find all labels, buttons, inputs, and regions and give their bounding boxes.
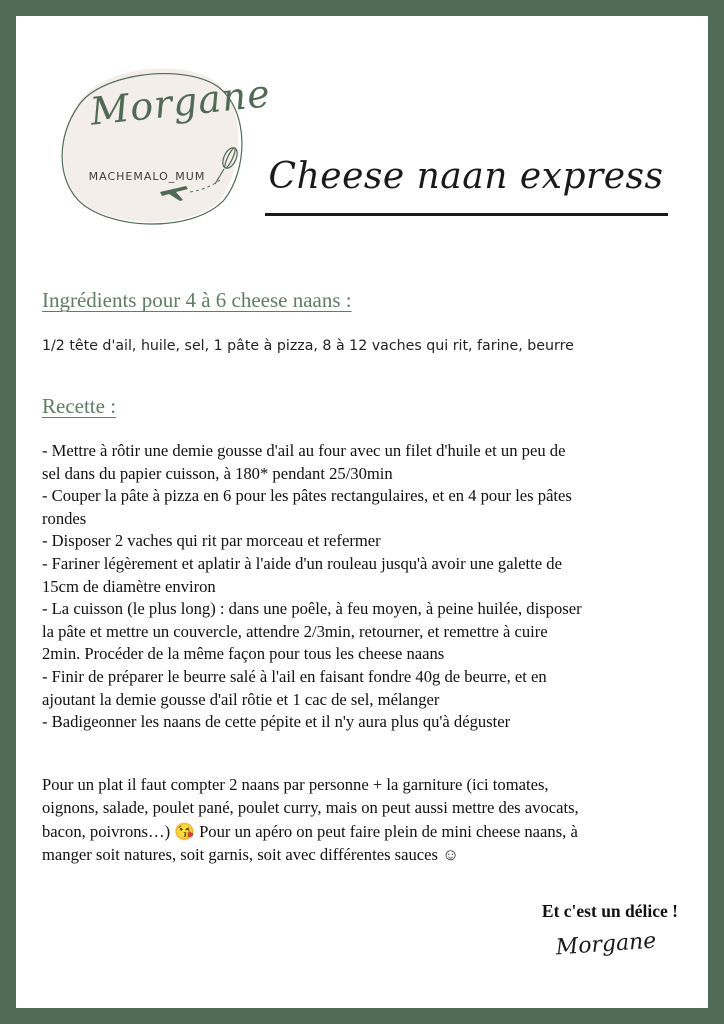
note-line: oignons, salade, poulet pané, poulet curry, mais on peut aussi mettre des avocats, bbox=[42, 798, 579, 818]
ingredients-heading: Ingrédients pour 4 à 6 cheese naans : bbox=[42, 288, 352, 312]
title-underline bbox=[265, 213, 668, 216]
step-line: - Couper la pâte à pizza en 6 pour les pâtes rectangulaires, et en 4 pour les pâtes bbox=[42, 486, 572, 506]
step-line: - Fariner légèrement et aplatir à l'aide d'un rouleau jusqu'à avoir une galette de bbox=[42, 553, 562, 573]
step-line: - Finir de préparer le beurre salé à l'ail en faisant fondre 40g de beurre, et en bbox=[42, 666, 547, 686]
step-line: ajoutant la demie gousse d'ail rôtie et 1 cac de sel, mélanger bbox=[42, 689, 440, 709]
logo-name: Morgane bbox=[88, 71, 273, 134]
recipe-card bbox=[16, 16, 708, 1008]
step-line: 2min. Procéder de la même façon pour tous les cheese naans bbox=[42, 644, 445, 664]
brand-logo bbox=[52, 58, 273, 230]
step-line: - Disposer 2 vaches qui rit par morceau et refermer bbox=[42, 531, 381, 551]
step-line: sel dans du papier cuisson, à 180* pendant 25/30min bbox=[42, 463, 393, 483]
step-line: 15cm de diamètre environ bbox=[42, 576, 216, 596]
recette-heading: Recette : bbox=[42, 394, 117, 418]
step-line: - La cuisson (le plus long) : dans une poêle, à feu moyen, à peine huilée, disposer bbox=[42, 599, 582, 619]
step-line: rondes bbox=[42, 508, 87, 528]
ingredients-list: 1/2 tête d'ail, huile, sel, 1 pâte à pizza, 8 à 12 vaches qui rit, farine, beurre bbox=[42, 338, 574, 354]
recipe-title: Cheese naan express bbox=[268, 156, 664, 197]
recipe-steps bbox=[42, 440, 692, 734]
logo-handle: MACHEMALO_MUM bbox=[88, 170, 206, 183]
closing-line: Et c'est un délice ! bbox=[541, 901, 678, 921]
note-line: manger soit natures, soit garnis, soit avec différentes sauces ☺ bbox=[42, 845, 460, 865]
step-line: - Badigeonner les naans de cette pépite et il n'y aura plus qu'à déguster bbox=[42, 712, 511, 732]
note-line: Pour un plat il faut compter 2 naans par personne + la garniture (ici tomates, bbox=[42, 775, 549, 794]
note-line: bacon, poivrons…) 😘 Pour un apéro on peut faire plein de mini cheese naans, à bbox=[42, 821, 578, 841]
step-line: la pâte et mettre un couvercle, attendre 2/3min, retourner, et remettre à cuire bbox=[42, 621, 548, 641]
signature: Morgane bbox=[554, 928, 658, 961]
step-line: - Mettre à rôtir une demie gousse d'ail au four avec un filet d'huile et un peu de bbox=[42, 441, 566, 460]
serving-notes bbox=[42, 773, 692, 867]
